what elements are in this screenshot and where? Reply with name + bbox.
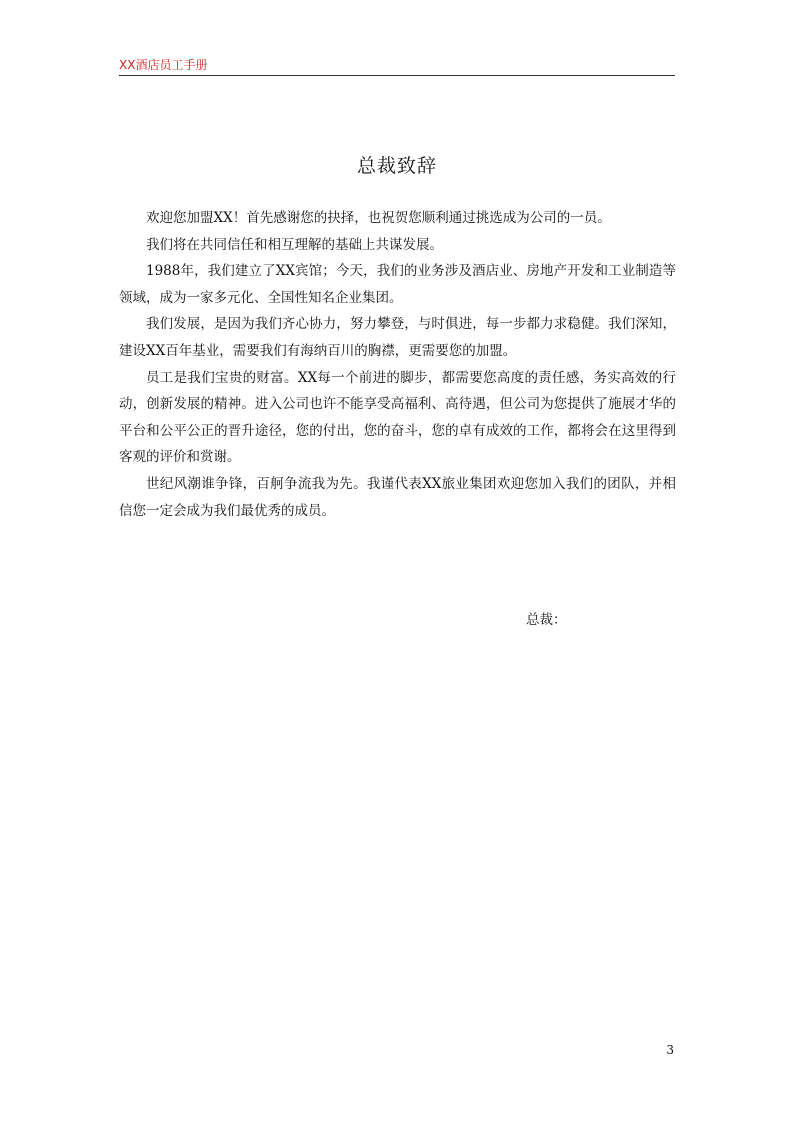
paragraph-employees: 员工是我们宝贵的财富。XX每一个前进的脚步，都需要您高度的责任感，务实高效的行动，创新发展的精神。进入公司也许不能享受高福利、高待遇，但公司为您提供了施展才华的平台和公平公正的晋升途径，您的付出，您的奋斗，您的卓有成效的工作，都将会在这里得到客观的评价和赏谢。 — [119, 369, 676, 466]
paragraph-development: 我们发展，是因为我们齐心协力，努力攀登，与时俱进，每一步都力求稳健。我们深知，建设XX百年基业，需要我们有海纳百川的胸襟，更需要您的加盟。 — [119, 316, 676, 359]
header-title: XX酒店员工手册 — [119, 58, 208, 72]
signature-line: 总裁： — [526, 612, 567, 628]
paragraph-history: 1988年，我们建立了XX宾馆；今天，我们的业务涉及酒店业、房地产开发和工业制造等领域，成为一家多元化、全国性知名企业集团。 — [119, 263, 676, 306]
paragraph-closing: 世纪风潮谁争锋，百舸争流我为先。我谨代表XX旅业集团欢迎您加入我们的团队，并相信您一定会成为我们最优秀的成员。 — [119, 475, 676, 519]
document-title: 总裁致辞 — [356, 155, 437, 177]
page-number: 3 — [666, 1043, 674, 1057]
document-body — [119, 205, 676, 524]
page-header — [119, 57, 675, 76]
paragraph-trust: 我们将在共同信任和相互理解的基础上共谋发展。 — [146, 236, 443, 253]
paragraph-welcome: 欢迎您加盟XX！首先感谢您的抉择，也祝贺您顺利通过挑选成为公司的一员。 — [146, 210, 611, 226]
